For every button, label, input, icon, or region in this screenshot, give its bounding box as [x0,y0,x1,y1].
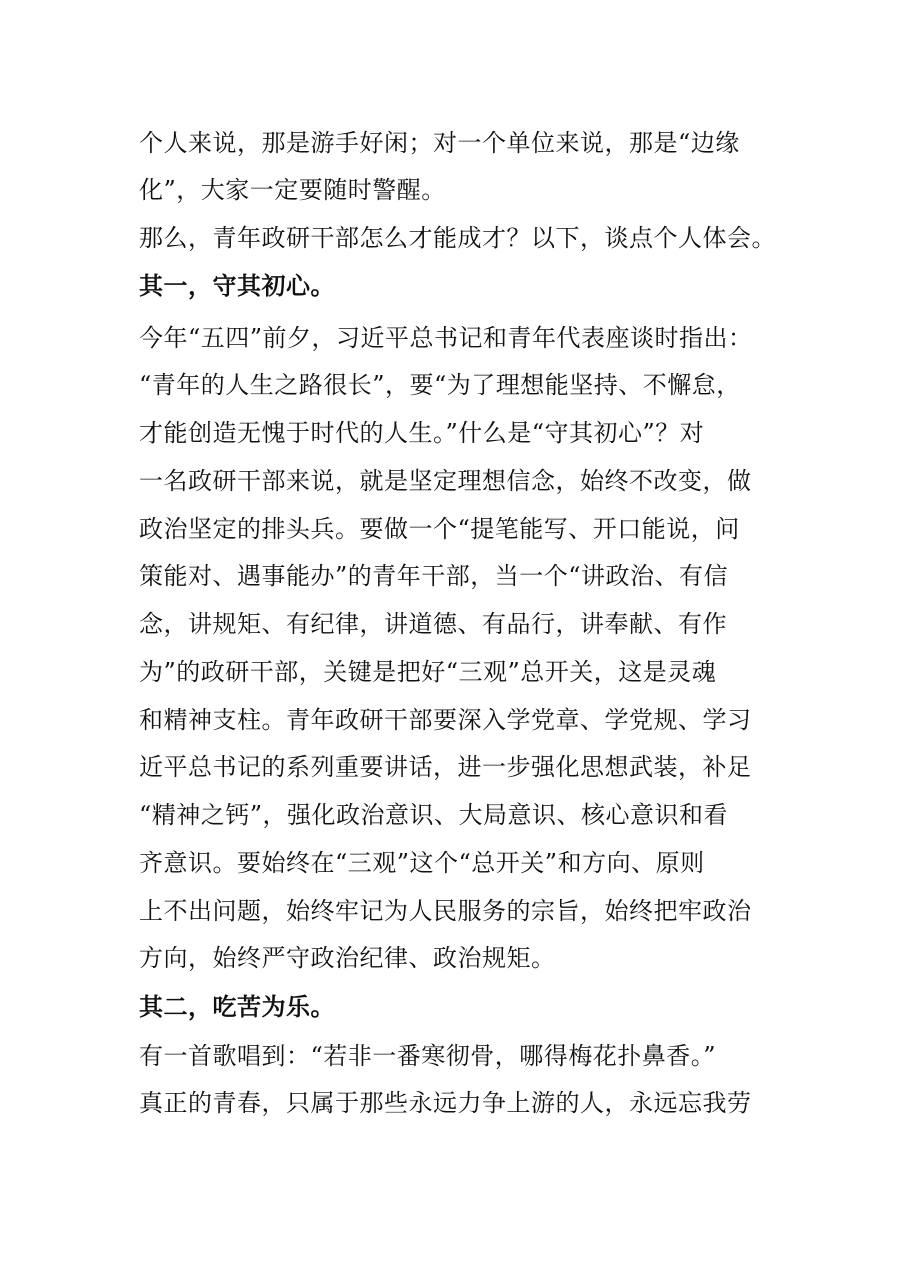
body-text-line: 上不出问题，始终牢记为人民服务的宗旨，始终把牢政治 [139,897,752,925]
body-text-line: 有一首歌唱到：“若非一番寒彻骨，哪得梅花扑鼻香。” [139,1042,717,1070]
section-heading-2: 其二，吃苦为乐。 [139,993,335,1021]
body-text-line: 个人来说，那是游手好闲；对一个单位来说，那是“边缘 [139,129,740,157]
body-text-line: 齐意识。要始终在“三观”这个“总开关”和方向、原则 [139,849,705,877]
body-text-line: 近平总书记的系列重要讲话，进一步强化思想武装，补足 [139,753,752,781]
body-text-line: 一名政研干部来说，就是坚定理想信念，始终不改变，做 [139,467,752,495]
body-text-line: 化”，大家一定要随时警醒。 [139,176,446,204]
body-text-line: 念，讲规矩、有纪律，讲道德、有品行，讲奉献、有作 [139,610,727,638]
body-text-line: 真正的青春，只属于那些永远力争上游的人，永远忘我劳 [139,1089,752,1117]
body-text-line: 政治坚定的排头兵。要做一个“提笔能写、开口能说，问 [139,515,740,543]
section-heading-1: 其一，守其初心。 [139,272,335,300]
body-text-line: 那么，青年政研干部怎么才能成才？以下，谈点个人体会。 [139,224,776,252]
body-text-line: 和精神支柱。青年政研干部要深入学党章、学党规、学习 [139,706,752,734]
body-text-line: 方向，始终严守政治纪律、政治规矩。 [139,944,556,972]
body-text-line: 今年“五四”前夕，习近平总书记和青年代表座谈时指出： [139,324,753,352]
body-text-line: 才能创造无愧于时代的人生。”什么是“守其初心”？对 [139,419,705,447]
body-text-line: “青年的人生之路很长”，要“为了理想能坚持、不懈怠， [139,371,741,399]
body-text-line: 为”的政研干部，关键是把好“三观”总开关，这是灵魂 [139,658,717,686]
body-text-line: 策能对、遇事能办”的青年干部，当一个“讲政治、有信 [139,562,729,590]
body-text-line: “精神之钙”，强化政治意识、大局意识、核心意识和看 [139,801,729,829]
